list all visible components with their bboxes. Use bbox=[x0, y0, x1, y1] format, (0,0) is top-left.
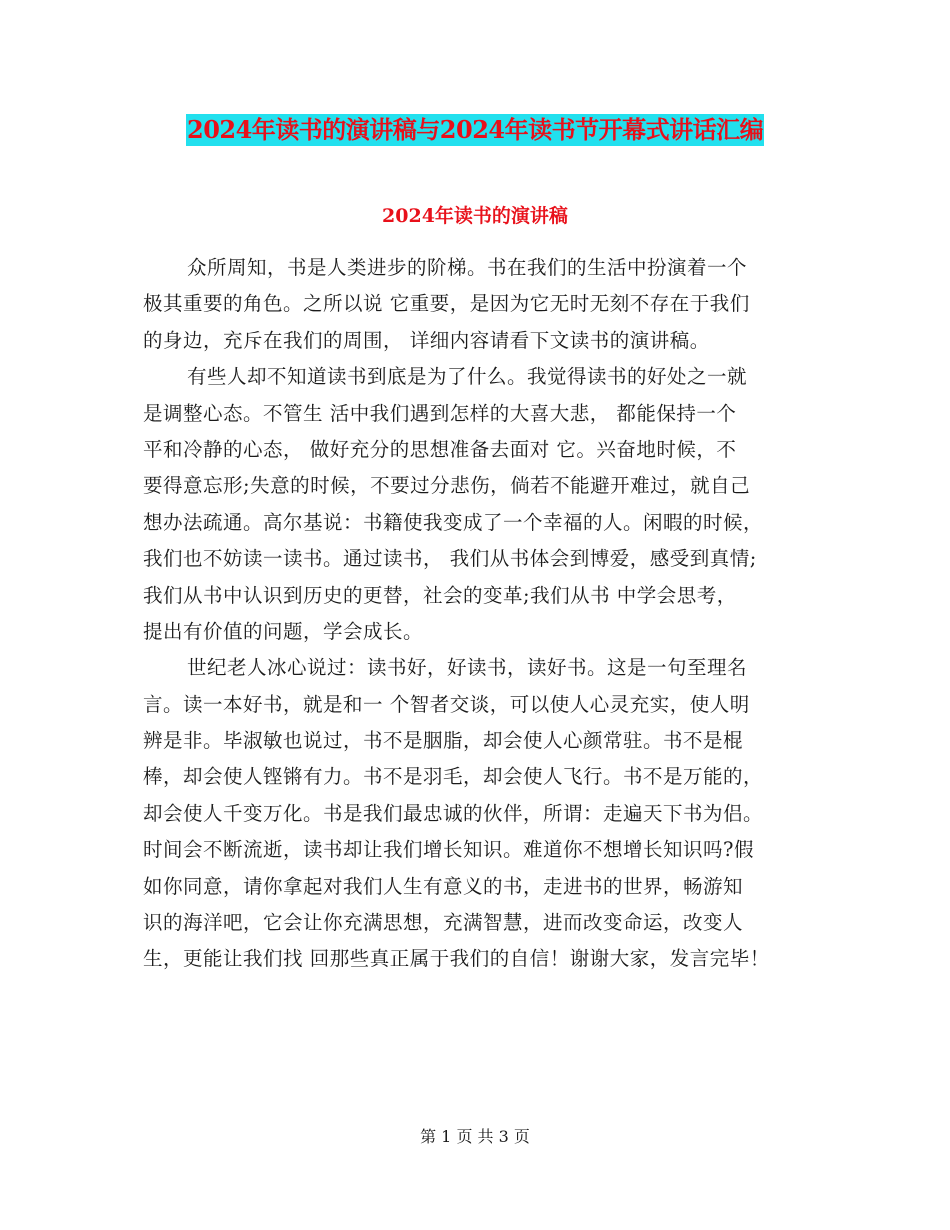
text-line: 众所周知，书是人类进步的阶梯。书在我们的生活中扮演着一个 bbox=[187, 256, 748, 279]
text-line: 的身边，充斥在我们的周围， 详细内容请看下文读书的演讲稿。 bbox=[143, 328, 710, 352]
text-line: 平和冷静的心态， 做好充分的思想准备去面对 它。兴奋地时候，不 bbox=[143, 437, 737, 461]
text-line: 棒，却会使人铿锵有力。书不是羽毛，却会使人飞行。书不是万能的， bbox=[143, 765, 764, 789]
text-line: 言。读一本好书，就是和一 个智者交谈，可以使人心灵充实，使人明 bbox=[143, 692, 750, 716]
text-line: 识的海洋吧，它会让你充满思想，充满智慧，进而改变命运，改变人 bbox=[143, 911, 744, 935]
text-line: 是调整心态。不管生 活中我们遇到怎样的大喜大悲， 都能保持一个 bbox=[143, 401, 737, 425]
text-line: 想办法疏通。高尔基说：书籍使我变成了一个幸福的人。闲暇的时候， bbox=[143, 510, 764, 534]
text-line: 辨是非。毕淑敏也说过，书不是胭脂，却会使人心颜常驻。书不是棍 bbox=[143, 729, 744, 753]
paragraph-3 bbox=[143, 650, 815, 978]
text-line: 如你同意，请你拿起对我们人生有意义的书，走进书的世界，畅游知 bbox=[143, 874, 744, 898]
section-title: 2024年读书的演讲稿 bbox=[382, 205, 568, 227]
text-line: 要得意忘形;失意的时候，不要过分悲伤，倘若不能避开难过，就自己 bbox=[143, 474, 751, 498]
text-line: 世纪老人冰心说过：读书好，好读书，读好书。这是一句至理名 bbox=[187, 656, 748, 680]
text-line: 提出有价值的问题，学会成长。 bbox=[143, 619, 424, 643]
text-line: 我们从书中认识到历史的更替，社会的变革;我们从书 中学会思考， bbox=[143, 583, 737, 607]
speech-body bbox=[143, 250, 815, 978]
text-line: 生，更能让我们找 回那些真正属于我们的自信！谢谢大家，发言完毕！ bbox=[143, 947, 770, 971]
text-line: 却会使人千变万化。书是我们最忠诚的伙伴，所谓：走遍天下书为侣。 bbox=[143, 801, 764, 825]
text-line: 我们也不妨读一读书。通过读书， 我们从书体会到博爱，感受到真情; bbox=[143, 547, 757, 571]
document-title: 2024年读书的演讲稿与2024年读书节开幕式讲话汇编 bbox=[187, 115, 764, 144]
paragraph-1 bbox=[143, 250, 815, 359]
text-line: 有些人却不知道读书到底是为了什么。我觉得读书的好处之一就 bbox=[187, 365, 748, 389]
paragraph-2 bbox=[143, 359, 815, 650]
text-line: 极其重要的角色。之所以说 它重要，是因为它无时无刻不存在于我们 bbox=[143, 292, 750, 316]
text-line: 时间会不断流逝，读书却让我们增长知识。难道你不想增长知识吗?假 bbox=[143, 838, 754, 862]
page-number-footer: 第 1 页 共 3 页 bbox=[420, 1127, 530, 1146]
